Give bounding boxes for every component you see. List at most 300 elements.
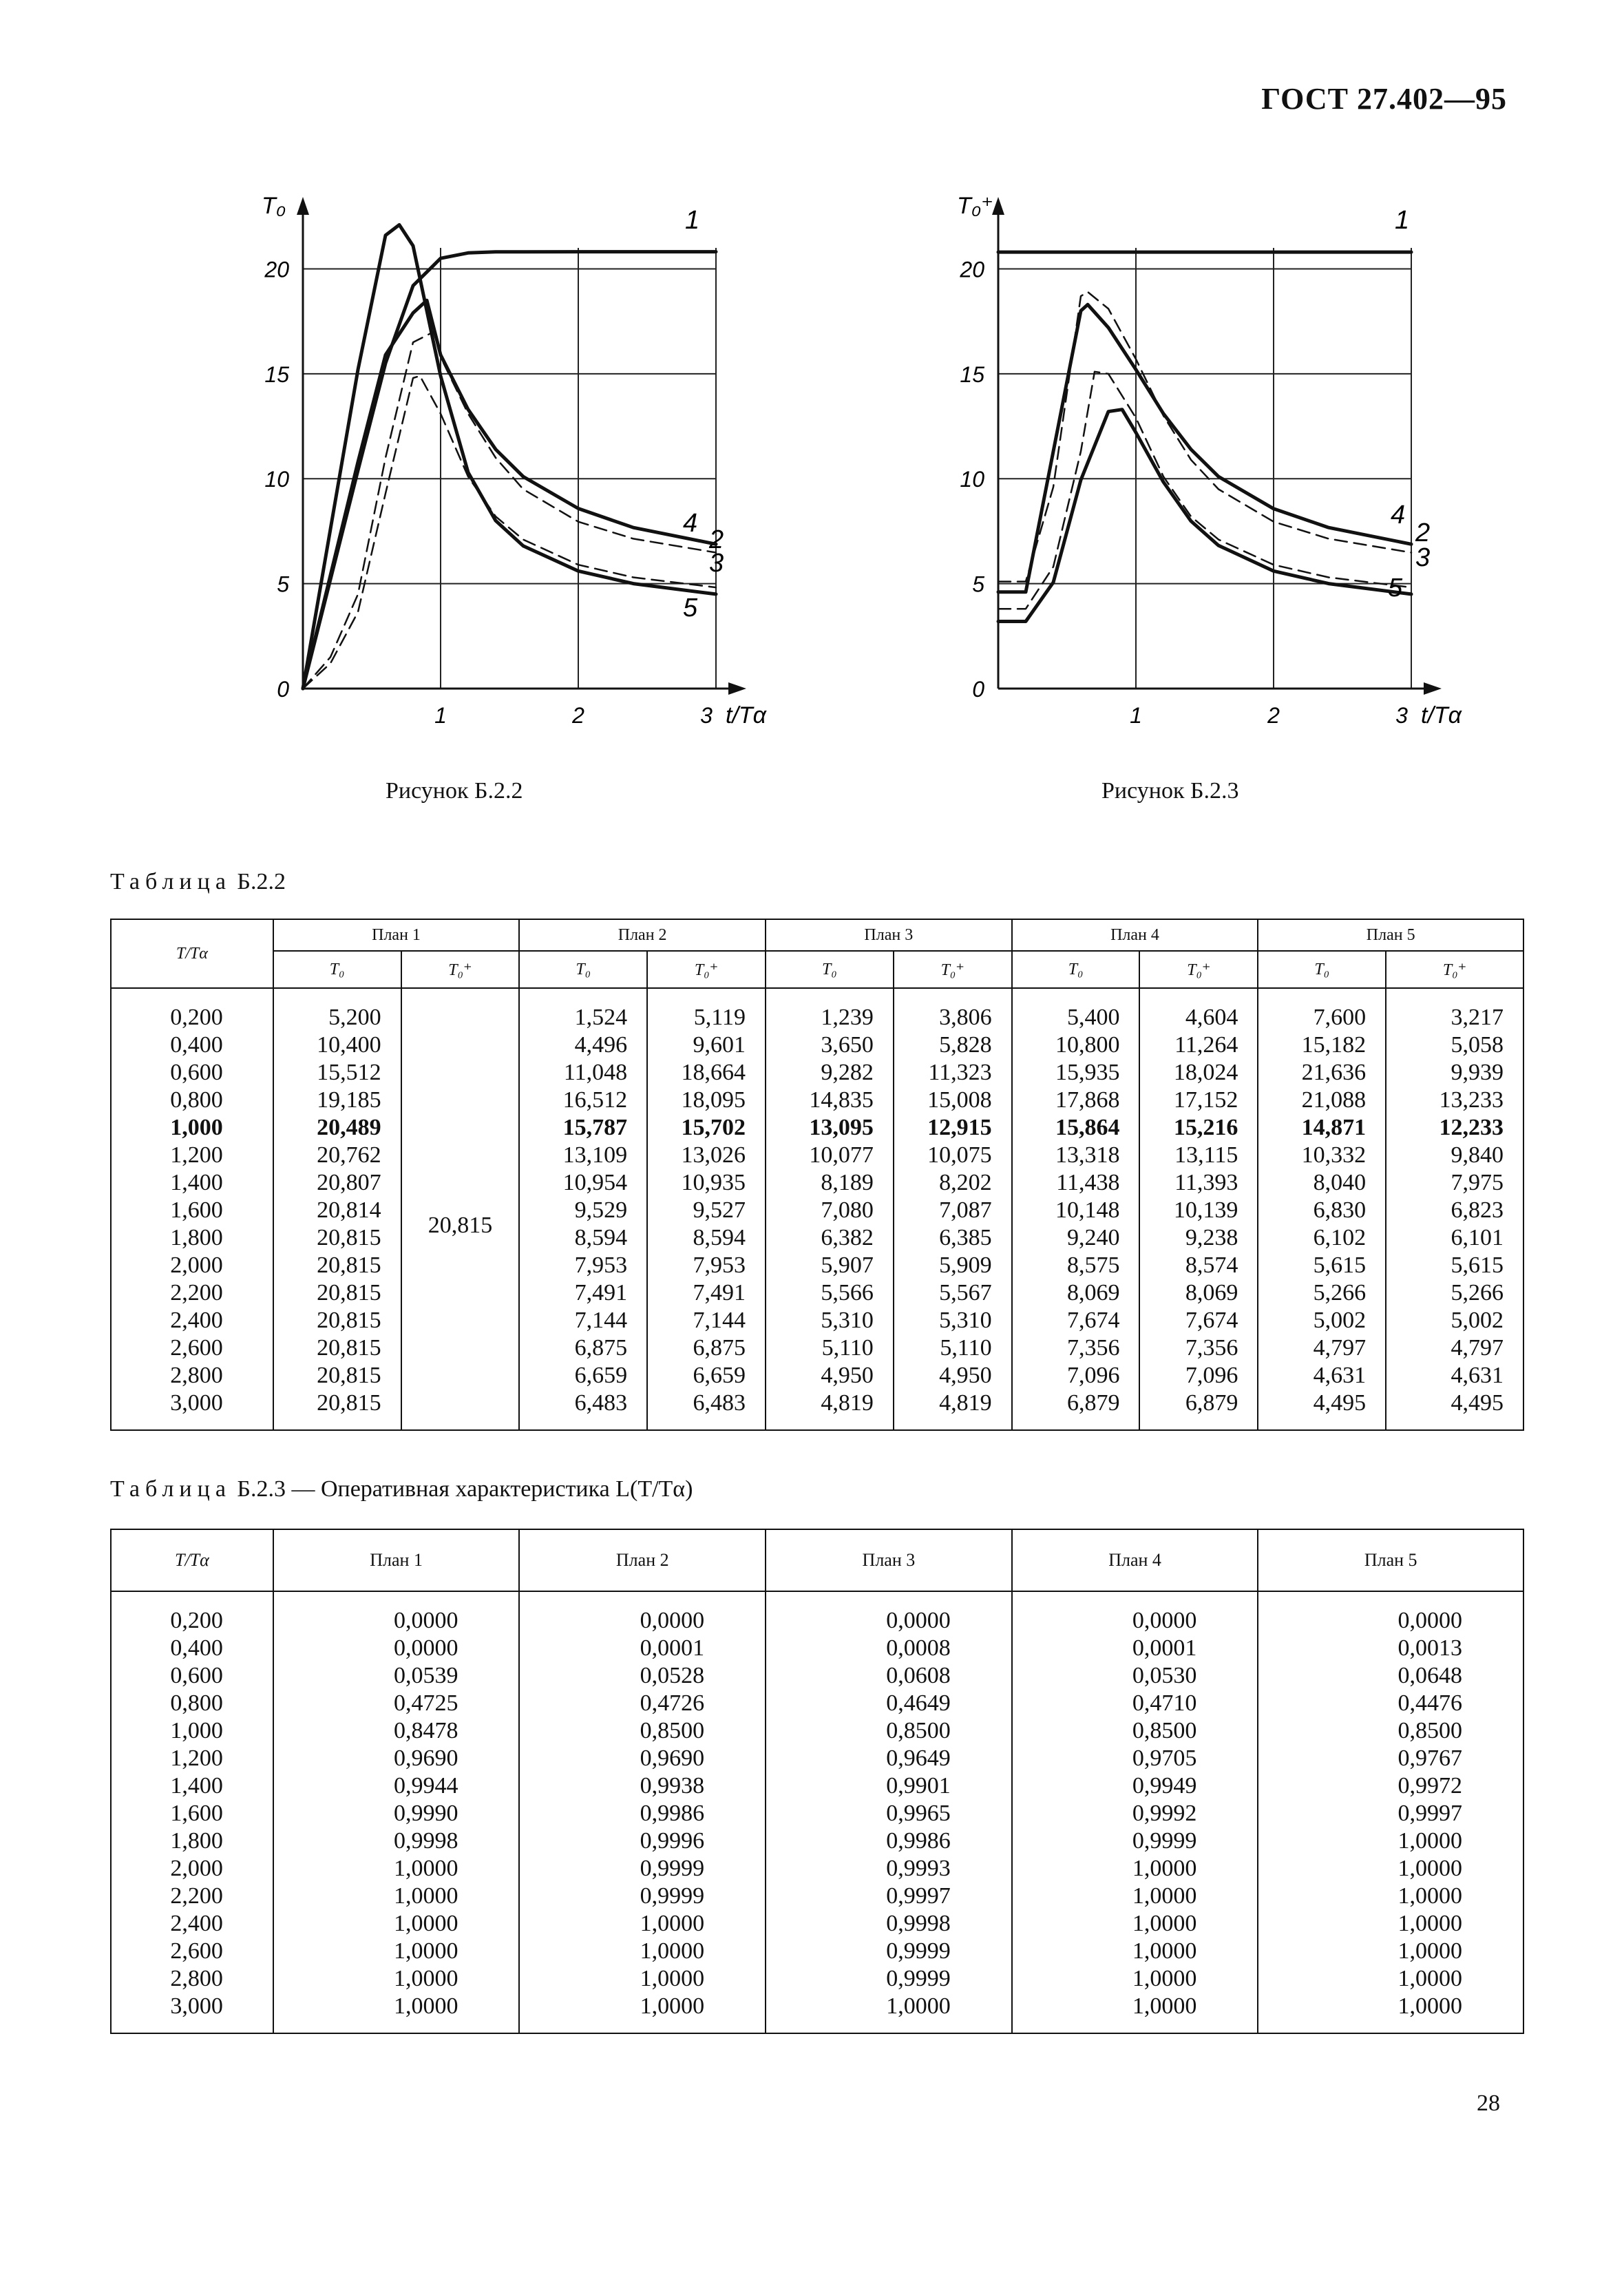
table-cell: 5,058 xyxy=(1386,1031,1523,1059)
table-cell: 10,077 xyxy=(766,1142,894,1169)
table-cell: 5,400 xyxy=(1012,988,1140,1031)
b23-series-3 xyxy=(998,372,1411,609)
table-cell: 1,200 xyxy=(111,1745,273,1772)
table-cell: 1,000 xyxy=(111,1114,273,1142)
table-cell: 2,800 xyxy=(111,1362,273,1390)
table-cell: 0,600 xyxy=(111,1059,273,1087)
table-cell: 0,600 xyxy=(111,1662,273,1690)
table-row xyxy=(111,1059,1523,1087)
b22-x-tick-label: 3 xyxy=(700,703,713,728)
table-cell: 0,9997 xyxy=(1258,1800,1523,1827)
table-cell: 10,400 xyxy=(273,1031,401,1059)
b23-x-axis-label: t/Tα xyxy=(1421,702,1462,728)
table3-plan-header: План 2 xyxy=(519,1529,766,1591)
table-cell: 1,0000 xyxy=(1258,1910,1523,1938)
table-cell: 2,000 xyxy=(111,1252,273,1279)
table-cell: 0,0008 xyxy=(766,1635,1012,1662)
table-cell: 20,815 xyxy=(273,1390,401,1430)
table-row xyxy=(111,1993,1523,2033)
table-cell: 0,200 xyxy=(111,988,273,1031)
table-cell: 4,950 xyxy=(894,1362,1012,1390)
table-cell: 1,000 xyxy=(111,1717,273,1745)
table-cell: 0,4725 xyxy=(273,1690,520,1717)
table-cell: 0,9938 xyxy=(519,1772,766,1800)
b22-curve-label: 1 xyxy=(685,206,700,235)
table-cell: 0,0539 xyxy=(273,1662,520,1690)
figure-b22-caption: Рисунок Б.2.2 xyxy=(386,778,523,804)
table-cell: 6,875 xyxy=(647,1334,766,1362)
b22-y-tick-label: 20 xyxy=(264,257,289,282)
table-cell: 4,819 xyxy=(894,1390,1012,1430)
figure-b23-graph xyxy=(922,165,1501,744)
table-cell: 11,438 xyxy=(1012,1169,1140,1197)
table2-title xyxy=(110,869,286,895)
table-cell: 21,636 xyxy=(1258,1059,1386,1087)
table-cell: 0,9949 xyxy=(1012,1772,1258,1800)
table-row xyxy=(111,1252,1523,1279)
table-cell: 3,806 xyxy=(894,988,1012,1031)
document-header: ГОСТ 27.402—95 xyxy=(1261,82,1507,116)
table2-title-prefix: Таблица xyxy=(110,869,231,894)
table-cell: 4,495 xyxy=(1258,1390,1386,1430)
table-cell: 0,0000 xyxy=(766,1591,1012,1635)
table-cell: 9,601 xyxy=(647,1031,766,1059)
table-cell: 15,702 xyxy=(647,1114,766,1142)
table-cell: 1,0000 xyxy=(1012,1938,1258,1965)
table-row xyxy=(111,1855,1523,1883)
table-cell: 20,807 xyxy=(273,1169,401,1197)
table-cell: 20,815 xyxy=(273,1307,401,1334)
table3-plan-header: План 5 xyxy=(1258,1529,1523,1591)
table-cell: 0,4476 xyxy=(1258,1690,1523,1717)
table-row xyxy=(111,1087,1523,1114)
table3-plan-header: План 4 xyxy=(1012,1529,1258,1591)
table-cell: 13,109 xyxy=(519,1142,647,1169)
table-cell: 13,233 xyxy=(1386,1087,1523,1114)
table-cell: 3,650 xyxy=(766,1031,894,1059)
plan1-merged-cell xyxy=(401,988,520,1430)
figure-b22-svg xyxy=(227,165,805,744)
table-cell: 8,040 xyxy=(1258,1169,1386,1197)
table-cell: 18,024 xyxy=(1139,1059,1258,1087)
table-cell: 10,954 xyxy=(519,1169,647,1197)
table-cell: 2,800 xyxy=(111,1965,273,1993)
table-row xyxy=(111,1717,1523,1745)
table-cell: 1,0000 xyxy=(519,1965,766,1993)
table-cell: 1,200 xyxy=(111,1142,273,1169)
table-cell: 1,0000 xyxy=(273,1855,520,1883)
b22-series-5 xyxy=(303,225,716,689)
table-row xyxy=(111,1883,1523,1910)
table-cell: 0,0001 xyxy=(519,1635,766,1662)
b22-y-tick-label: 0 xyxy=(277,677,289,702)
table-cell: 2,400 xyxy=(111,1307,273,1334)
table-cell: 0,9705 xyxy=(1012,1745,1258,1772)
table-cell: 6,382 xyxy=(766,1224,894,1252)
table-cell: 20,762 xyxy=(273,1142,401,1169)
table-cell: 1,600 xyxy=(111,1800,273,1827)
table-cell: 0,9690 xyxy=(519,1745,766,1772)
table-row xyxy=(111,1827,1523,1855)
table-cell: 5,266 xyxy=(1258,1279,1386,1307)
table-cell: 2,000 xyxy=(111,1855,273,1883)
b23-curve-label: 4 xyxy=(1391,501,1406,530)
table-cell: 13,115 xyxy=(1139,1142,1258,1169)
table3-title-number: Б.2.3 xyxy=(237,1476,286,1502)
table-cell: 0,9999 xyxy=(766,1965,1012,1993)
table2-subheader: T₀ xyxy=(273,951,401,988)
table-cell: 7,080 xyxy=(766,1197,894,1224)
table-cell: 1,0000 xyxy=(273,1965,520,1993)
b22-series-1 xyxy=(303,252,716,689)
table-cell: 1,0000 xyxy=(1012,1965,1258,1993)
table-cell: 0,9998 xyxy=(273,1827,520,1855)
table3-title-text: — Оперативная характеристика L(T/Tα) xyxy=(291,1476,693,1502)
b23-y-tick-label: 20 xyxy=(960,257,984,282)
table-cell: 0,0530 xyxy=(1012,1662,1258,1690)
table-cell: 1,524 xyxy=(519,988,647,1031)
table-cell: 0,800 xyxy=(111,1690,273,1717)
table-cell: 1,0000 xyxy=(1258,1965,1523,1993)
table-cell: 16,512 xyxy=(519,1087,647,1114)
table-cell: 6,830 xyxy=(1258,1197,1386,1224)
table-cell: 20,815 xyxy=(273,1362,401,1390)
table-cell: 0,9944 xyxy=(273,1772,520,1800)
table-row xyxy=(111,988,1523,1031)
table-row xyxy=(111,1169,1523,1197)
table-row xyxy=(111,1031,1523,1059)
table-cell: 9,939 xyxy=(1386,1059,1523,1087)
table-cell: 1,0000 xyxy=(1012,1855,1258,1883)
table-cell: 8,202 xyxy=(894,1169,1012,1197)
table-cell: 0,4710 xyxy=(1012,1690,1258,1717)
table-cell: 14,871 xyxy=(1258,1114,1386,1142)
table-cell: 21,088 xyxy=(1258,1087,1386,1114)
table-cell: 8,069 xyxy=(1139,1279,1258,1307)
table-cell: 7,491 xyxy=(519,1279,647,1307)
table-cell: 2,600 xyxy=(111,1334,273,1362)
table-cell: 0,0528 xyxy=(519,1662,766,1690)
table-cell: 11,393 xyxy=(1139,1169,1258,1197)
b23-curve-label: 3 xyxy=(1415,543,1431,572)
table-cell: 2,200 xyxy=(111,1279,273,1307)
b22-y-tick-label: 5 xyxy=(277,572,289,597)
table-cell: 9,282 xyxy=(766,1059,894,1087)
table-cell: 0,0608 xyxy=(766,1662,1012,1690)
table-cell: 3,000 xyxy=(111,1390,273,1430)
table-cell: 1,400 xyxy=(111,1169,273,1197)
table-cell: 6,101 xyxy=(1386,1224,1523,1252)
b23-curve-label: 1 xyxy=(1395,206,1410,235)
table-cell: 17,868 xyxy=(1012,1087,1140,1114)
table3-plan-header: План 3 xyxy=(766,1529,1012,1591)
table-cell: 0,9986 xyxy=(766,1827,1012,1855)
table-cell: 5,566 xyxy=(766,1279,894,1307)
table-cell: 9,240 xyxy=(1012,1224,1140,1252)
page-number: 28 xyxy=(1477,2090,1500,2116)
table2-plan-header: План 2 xyxy=(519,919,766,951)
table-cell: 0,800 xyxy=(111,1087,273,1114)
table-cell: 0,200 xyxy=(111,1591,273,1635)
b23-curve-label: 5 xyxy=(1388,574,1403,602)
table-cell: 0,8500 xyxy=(1012,1717,1258,1745)
table-cell: 4,819 xyxy=(766,1390,894,1430)
table-cell: 13,095 xyxy=(766,1114,894,1142)
table2-plan-header: План 1 xyxy=(273,919,520,951)
table-row xyxy=(111,1910,1523,1938)
table-cell: 1,0000 xyxy=(1258,1827,1523,1855)
table-b22 xyxy=(110,919,1524,1431)
b23-curve-label: 2 xyxy=(1415,518,1431,547)
b22-y-axis-label: T₀ xyxy=(262,193,286,219)
table-cell: 20,815 xyxy=(273,1224,401,1252)
table-row xyxy=(111,1772,1523,1800)
table-cell: 7,953 xyxy=(647,1252,766,1279)
table-cell: 7,674 xyxy=(1139,1307,1258,1334)
table2-subheader: T₀⁺ xyxy=(894,951,1012,988)
b23-y-tick-label: 10 xyxy=(960,467,984,492)
table-cell: 5,828 xyxy=(894,1031,1012,1059)
table-cell: 15,787 xyxy=(519,1114,647,1142)
table-cell: 5,002 xyxy=(1258,1307,1386,1334)
table-cell: 5,310 xyxy=(766,1307,894,1334)
b22-y-tick-label: 10 xyxy=(264,467,289,492)
table-cell: 4,631 xyxy=(1386,1362,1523,1390)
table2-plan-header: План 4 xyxy=(1012,919,1258,951)
table-cell: 10,075 xyxy=(894,1142,1012,1169)
table-cell: 15,216 xyxy=(1139,1114,1258,1142)
table-row xyxy=(111,1307,1523,1334)
table-cell: 0,9999 xyxy=(519,1883,766,1910)
table-cell: 6,879 xyxy=(1139,1390,1258,1430)
table2-subheader: T₀ xyxy=(519,951,647,988)
table-row xyxy=(111,1334,1523,1362)
table-cell: 19,185 xyxy=(273,1087,401,1114)
table-cell: 1,0000 xyxy=(1012,1883,1258,1910)
table-row xyxy=(111,1142,1523,1169)
table-cell: 10,332 xyxy=(1258,1142,1386,1169)
table-cell: 1,400 xyxy=(111,1772,273,1800)
table2-subheader: T₀⁺ xyxy=(1386,951,1523,988)
table-cell: 0,9992 xyxy=(1012,1800,1258,1827)
table2-title-number: Б.2.2 xyxy=(237,869,286,894)
table-cell: 4,797 xyxy=(1258,1334,1386,1362)
figure-b23-svg xyxy=(922,165,1501,744)
table2-subheader: T₀ xyxy=(1012,951,1140,988)
table-cell: 15,864 xyxy=(1012,1114,1140,1142)
table-cell: 0,8478 xyxy=(273,1717,520,1745)
table-cell: 5,907 xyxy=(766,1252,894,1279)
table-cell: 7,144 xyxy=(647,1307,766,1334)
table-cell: 1,0000 xyxy=(519,1910,766,1938)
table-row xyxy=(111,1197,1523,1224)
table-cell: 4,631 xyxy=(1258,1362,1386,1390)
table-cell: 7,144 xyxy=(519,1307,647,1334)
table-row xyxy=(111,1690,1523,1717)
table-cell: 1,800 xyxy=(111,1827,273,1855)
table-cell: 7,096 xyxy=(1012,1362,1140,1390)
table-cell: 6,483 xyxy=(647,1390,766,1430)
table-cell: 7,953 xyxy=(519,1252,647,1279)
table-cell: 0,0001 xyxy=(1012,1635,1258,1662)
b22-curve-label: 4 xyxy=(683,509,698,538)
table-cell: 5,266 xyxy=(1386,1279,1523,1307)
table-cell: 0,9996 xyxy=(519,1827,766,1855)
table-cell: 20,815 xyxy=(273,1279,401,1307)
table-cell: 1,800 xyxy=(111,1224,273,1252)
table-cell: 6,102 xyxy=(1258,1224,1386,1252)
table-cell: 0,9993 xyxy=(766,1855,1012,1883)
table-cell: 0,9965 xyxy=(766,1800,1012,1827)
table-row xyxy=(111,1279,1523,1307)
table-cell: 18,095 xyxy=(647,1087,766,1114)
table-cell: 7,087 xyxy=(894,1197,1012,1224)
table-cell: 8,594 xyxy=(519,1224,647,1252)
table2-subheader: T₀ xyxy=(1258,951,1386,988)
table-cell: 5,615 xyxy=(1386,1252,1523,1279)
table-cell: 15,935 xyxy=(1012,1059,1140,1087)
table-cell: 5,110 xyxy=(894,1334,1012,1362)
table-cell: 11,048 xyxy=(519,1059,647,1087)
table-row xyxy=(111,1635,1523,1662)
table-cell: 4,495 xyxy=(1386,1390,1523,1430)
table-cell: 1,0000 xyxy=(273,1938,520,1965)
table-cell: 8,189 xyxy=(766,1169,894,1197)
table-cell: 7,674 xyxy=(1012,1307,1140,1334)
table-cell: 0,9999 xyxy=(766,1938,1012,1965)
table2-subheader: T₀⁺ xyxy=(647,951,766,988)
table3-body xyxy=(111,1591,1523,2033)
table-cell: 0,0000 xyxy=(273,1635,520,1662)
table-cell: 12,915 xyxy=(894,1114,1012,1142)
table-cell: 1,239 xyxy=(766,988,894,1031)
b23-y-arrow xyxy=(992,197,1004,215)
b23-y-tick-label: 0 xyxy=(972,677,984,702)
table-cell: 10,148 xyxy=(1012,1197,1140,1224)
table-cell: 1,0000 xyxy=(273,1883,520,1910)
b23-x-tick-label: 3 xyxy=(1395,703,1408,728)
table-cell: 4,604 xyxy=(1139,988,1258,1031)
b23-x-tick-label: 1 xyxy=(1130,703,1142,728)
table-cell: 15,512 xyxy=(273,1059,401,1087)
table-cell: 3,000 xyxy=(111,1993,273,2033)
table-row xyxy=(111,1662,1523,1690)
table-cell: 0,9999 xyxy=(519,1855,766,1883)
table-cell: 1,600 xyxy=(111,1197,273,1224)
table-cell: 18,664 xyxy=(647,1059,766,1087)
b22-x-arrow xyxy=(728,682,746,695)
table-cell: 7,491 xyxy=(647,1279,766,1307)
table-cell: 5,119 xyxy=(647,988,766,1031)
table-cell: 6,879 xyxy=(1012,1390,1140,1430)
table-cell: 0,4726 xyxy=(519,1690,766,1717)
b23-y-tick-label: 15 xyxy=(960,361,984,387)
table3-title xyxy=(110,1476,693,1502)
b23-y-axis-label: T₀⁺ xyxy=(957,193,994,219)
table-cell: 0,0000 xyxy=(1258,1591,1523,1635)
table-cell: 7,096 xyxy=(1139,1362,1258,1390)
table-cell: 0,8500 xyxy=(519,1717,766,1745)
b22-curve-label: 2 xyxy=(709,525,724,554)
table-cell: 11,264 xyxy=(1139,1031,1258,1059)
table-cell: 1,0000 xyxy=(273,1910,520,1938)
table-cell: 0,9972 xyxy=(1258,1772,1523,1800)
table-cell: 0,9999 xyxy=(1012,1827,1258,1855)
table-cell: 13,318 xyxy=(1012,1142,1140,1169)
table-cell: 0,9901 xyxy=(766,1772,1012,1800)
b22-series-2 xyxy=(303,332,716,689)
table-cell: 1,0000 xyxy=(1012,1910,1258,1938)
figure-b22-graph xyxy=(227,165,805,744)
table-cell: 20,815 xyxy=(273,1252,401,1279)
table-cell: 4,496 xyxy=(519,1031,647,1059)
table-cell: 15,008 xyxy=(894,1087,1012,1114)
table-cell: 1,0000 xyxy=(1258,1855,1523,1883)
table-cell: 20,489 xyxy=(273,1114,401,1142)
table-cell: 0,8500 xyxy=(1258,1717,1523,1745)
table-row xyxy=(111,1800,1523,1827)
table-cell: 5,615 xyxy=(1258,1252,1386,1279)
table-row xyxy=(111,1745,1523,1772)
table-cell: 5,909 xyxy=(894,1252,1012,1279)
table-cell: 12,233 xyxy=(1386,1114,1523,1142)
b23-x-tick-label: 2 xyxy=(1267,703,1280,728)
table-cell: 0,0648 xyxy=(1258,1662,1523,1690)
table-cell: 14,835 xyxy=(766,1087,894,1114)
table-cell: 1,0000 xyxy=(1258,1883,1523,1910)
b23-y-tick-label: 5 xyxy=(972,572,984,597)
table-cell: 8,574 xyxy=(1139,1252,1258,1279)
table-cell: 9,238 xyxy=(1139,1224,1258,1252)
table-cell: 7,356 xyxy=(1139,1334,1258,1362)
table-cell: 0,9998 xyxy=(766,1910,1012,1938)
table-cell: 0,400 xyxy=(111,1635,273,1662)
table-row xyxy=(111,1965,1523,1993)
table-cell: 6,875 xyxy=(519,1334,647,1362)
table-cell: 4,797 xyxy=(1386,1334,1523,1362)
b22-curve-label: 5 xyxy=(683,594,698,622)
table2-subheader: T₀⁺ xyxy=(1139,951,1258,988)
table-cell: 9,529 xyxy=(519,1197,647,1224)
b23-x-arrow xyxy=(1424,682,1442,695)
table-cell: 2,200 xyxy=(111,1883,273,1910)
table2-plan-header: План 5 xyxy=(1258,919,1523,951)
plan1-merged-value: 20,815 xyxy=(428,1213,493,1238)
table-cell: 5,002 xyxy=(1386,1307,1523,1334)
table-cell: 5,110 xyxy=(766,1334,894,1362)
table-cell: 8,069 xyxy=(1012,1279,1140,1307)
table-cell: 0,8500 xyxy=(766,1717,1012,1745)
table2-subheader: T₀ xyxy=(766,951,894,988)
table-cell: 6,823 xyxy=(1386,1197,1523,1224)
table-row xyxy=(111,1224,1523,1252)
table-cell: 20,814 xyxy=(273,1197,401,1224)
table-cell: 6,385 xyxy=(894,1224,1012,1252)
table2-plan-header: План 3 xyxy=(766,919,1012,951)
table-cell: 5,200 xyxy=(273,988,401,1031)
table-cell: 0,9649 xyxy=(766,1745,1012,1772)
table-row xyxy=(111,1362,1523,1390)
table-cell: 11,323 xyxy=(894,1059,1012,1087)
table-row xyxy=(111,1114,1523,1142)
table-cell: 0,0000 xyxy=(273,1591,520,1635)
table3-plan-header: План 1 xyxy=(273,1529,520,1591)
table-cell: 13,026 xyxy=(647,1142,766,1169)
b22-curve-label: 3 xyxy=(709,549,724,578)
table-cell: 1,0000 xyxy=(519,1938,766,1965)
table-cell: 1,0000 xyxy=(273,1993,520,2033)
b22-x-tick-label: 2 xyxy=(572,703,584,728)
